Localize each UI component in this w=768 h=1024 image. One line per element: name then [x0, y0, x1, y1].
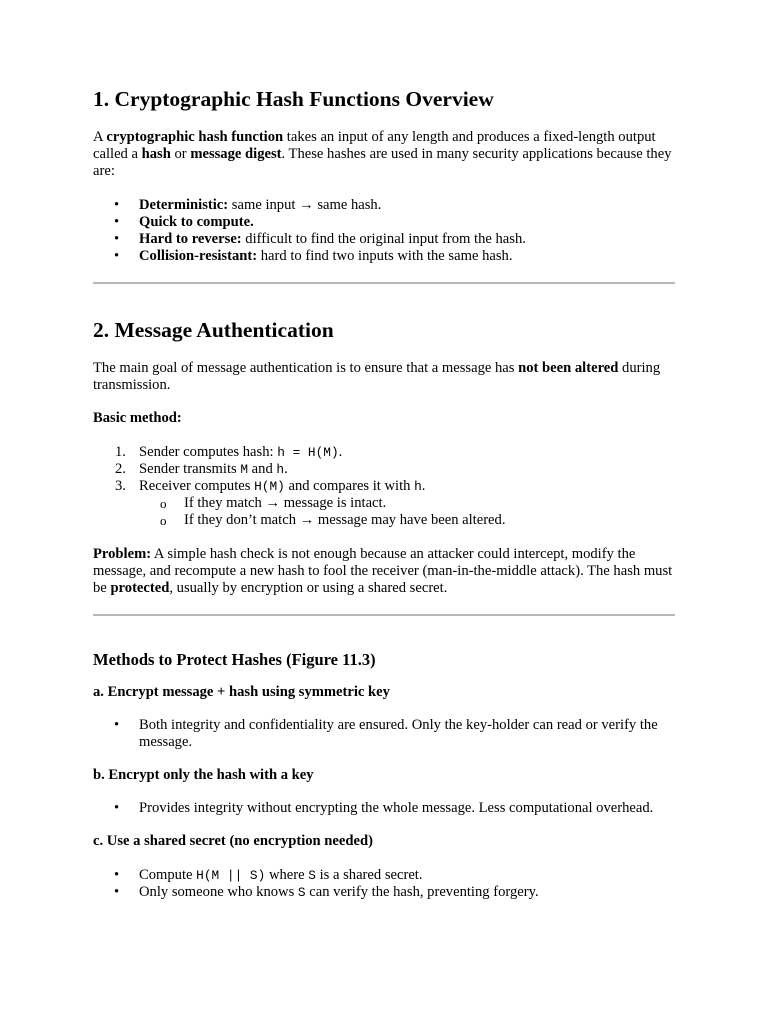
section2-intro: The main goal of message authentication is to ensure that a message has not been altered during transmission.	[93, 360, 661, 393]
list-item: • Deterministic: same input → same hash.	[93, 197, 675, 214]
section1-heading: 1. Cryptographic Hash Functions Overview	[93, 87, 494, 111]
method-a-heading: a. Encrypt message + hash using symmetric key	[93, 684, 390, 700]
problem-paragraph: Problem: A simple hash check is not enough because an attacker could intercept, modify the message, and recompute a new hash to fool the receiver (man-in-the-middle attack). The hash must be protected, usually by encryption or using a shared secret.	[93, 546, 673, 596]
list-item: • Provides integrity without encrypting the whole message. Less computational overhead.	[93, 800, 675, 817]
method-b-list	[93, 800, 675, 817]
list-item: • Hard to reverse: difficult to find the original input from the hash.	[93, 231, 675, 248]
method-b-heading: b. Encrypt only the hash with a key	[93, 767, 314, 783]
list-item: 1. Sender computes hash: h = H(M).	[115, 444, 343, 460]
section2-heading: 2. Message Authentication	[93, 318, 334, 342]
list-item: • Only someone who knows S can verify the hash, preventing forgery.	[93, 884, 675, 901]
list-item: 3. Receiver computes H(M) and compares it with h. o If they match → message is intact. o If they don’t match → message may have been altered.	[93, 478, 675, 529]
list-item: 2. Sender transmits M and h.	[115, 461, 288, 477]
method-c-heading: c. Use a shared secret (no encryption needed)	[93, 833, 373, 849]
list-item: • Collision-resistant: hard to find two inputs with the same hash.	[93, 248, 675, 265]
basic-method-steps	[93, 444, 675, 529]
basic-method-label: Basic method:	[93, 410, 182, 426]
list-item: • Compute H(M || S) where S is a shared secret.	[93, 867, 675, 884]
method-c-list	[93, 867, 675, 901]
list-item: • Quick to compute.	[93, 214, 675, 231]
document-content	[93, 84, 675, 901]
comparison-outcomes	[138, 495, 675, 529]
divider	[93, 282, 675, 284]
list-item: o If they don’t match → message may have been altered.	[138, 512, 675, 529]
list-item: • Both integrity and confidentiality are ensured. Only the key-holder can read or verify the message.	[93, 717, 675, 751]
method-a-list	[93, 717, 675, 751]
section3-heading: Methods to Protect Hashes (Figure 11.3)	[93, 650, 376, 669]
hash-properties-list	[93, 197, 675, 265]
section1-intro: A cryptographic hash function takes an input of any length and produces a fixed-length output called a hash or message digest. These hashes are used in many security applications because they are:	[93, 129, 672, 179]
list-item: o If they match → message is intact.	[138, 495, 675, 512]
divider	[93, 614, 675, 616]
